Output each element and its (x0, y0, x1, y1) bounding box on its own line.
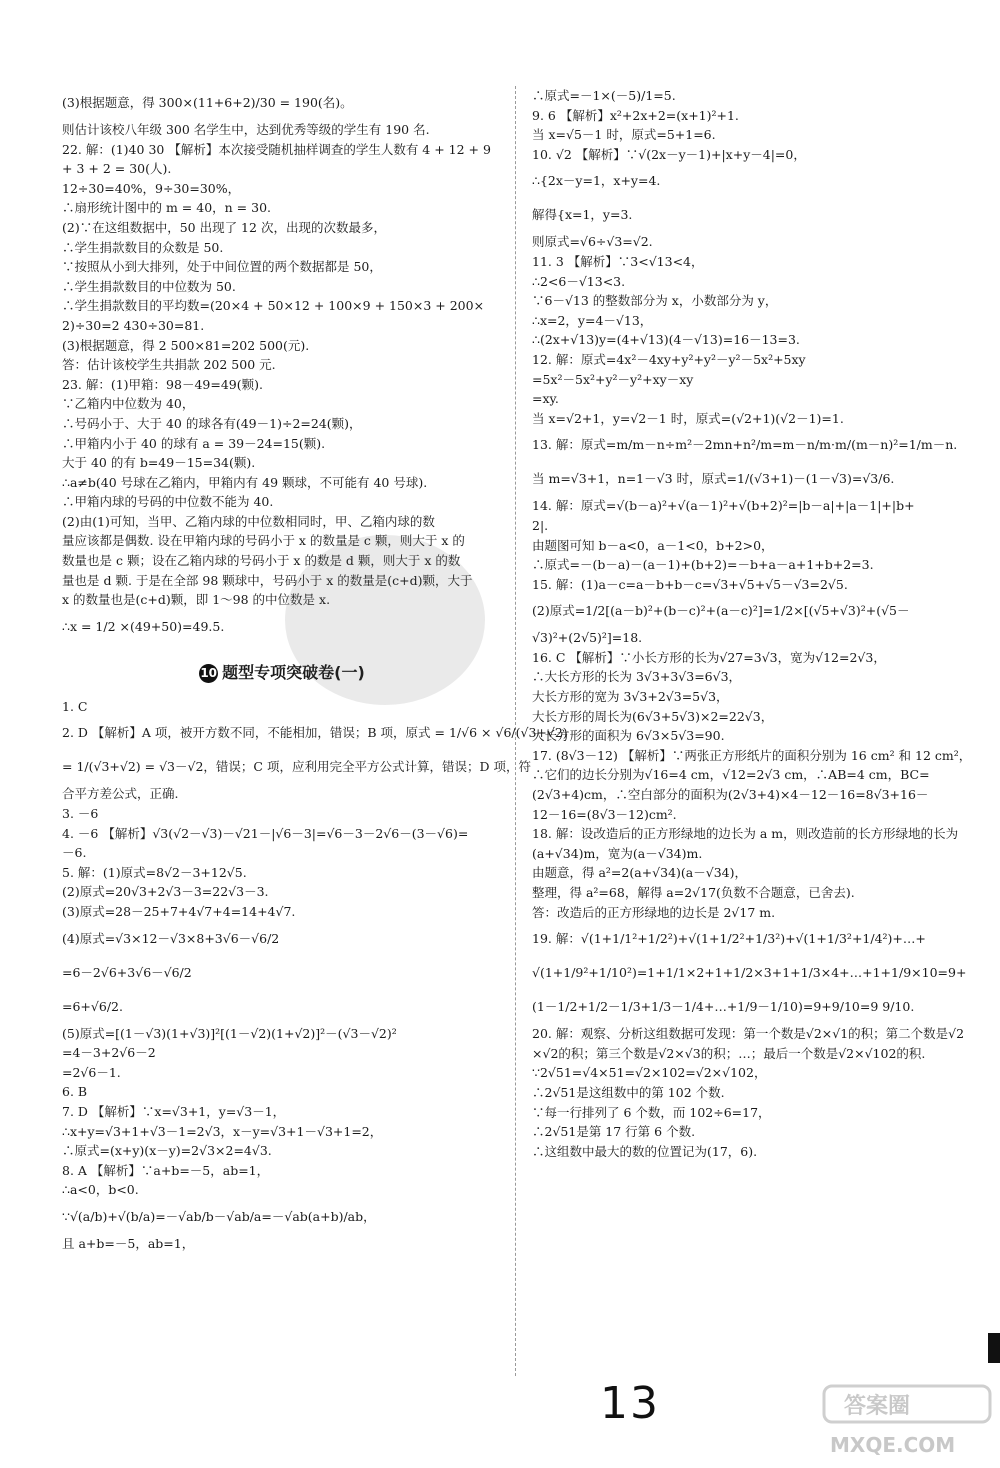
text-line: ∴原式=(x+y)(x－y)=2√3×2=4√3. (62, 1143, 272, 1159)
text-line: =6－2√6+3√6－√6/2 (62, 964, 192, 980)
text-line: (3)根据题意，得 2 500×81=202 500(元). (62, 337, 310, 353)
text-line: (2)原式=20√3+2√3－3=22√3－3. (62, 884, 269, 900)
text-line: x 的数量也是(c+d)颗，即 1～98 的中位数是 x. (62, 592, 331, 608)
text-line: ∴扇形统计图中的 m = 40，n = 30. (62, 200, 272, 216)
text-line: ∵2√51=√4×51=√2×102=√2×√102， (532, 1065, 767, 1081)
text-line: 8. A 【解析】∵a+b=－5，ab=1， (62, 1162, 270, 1178)
text-line: 且 a+b=－5，ab=1， (62, 1235, 195, 1251)
text-line: 由题图可知 b－a<0，a－1<0，b+2>0， (532, 537, 774, 553)
text-line: (2)原式=1/2[(a－b)²+(b－c)²+(a－c)²]=1/2×[(√5+√3)²+(√5－ (532, 603, 910, 619)
text-line: 12. 解：原式=4x²－4xy+y²+y²－y²－5x²+5xy (532, 351, 806, 367)
text-line: 10. √2 【解析】∵√(2x－y－1)+|x+y－4|=0， (532, 146, 806, 162)
text-line: ∴a<0，b<0. (62, 1182, 139, 1198)
text-line: =2√6－1. (62, 1064, 121, 1080)
page-edge-tab (988, 1333, 1000, 1363)
text-line: 23. 解：(1)甲箱：98－49=49(颗). (62, 376, 263, 392)
text-line: 12－16=(8√3－12)cm². (532, 806, 677, 822)
text-line: 7. D 【解析】∵x=√3+1，y=√3－1， (62, 1103, 286, 1119)
text-line: 则估计该校八年级 300 名学生中，达到优秀等级的学生有 190 名. (62, 122, 430, 137)
text-line: ∴2√51是第 17 行第 6 个数. (532, 1124, 696, 1140)
text-line: 1. C (62, 698, 88, 714)
text-line: √3)²+(2√5)²]=18. (532, 630, 643, 646)
text-line: 由题意，得 a²=2(a+√34)(a－√34)， (532, 865, 747, 881)
handwritten-page-number: 13 (600, 1378, 660, 1429)
text-line: (1－1/2+1/2－1/3+1/3－1/4+…+1/9－1/10)=9+9/10=9 9/10. (532, 999, 915, 1015)
text-line: ∴(2x+√13)y=(4+√13)(4－√13)=16－13=3. (532, 332, 800, 348)
text-line: 当 x=√2+1，y=√2－1 时，原式=(√2+1)(√2－1)=1. (532, 410, 844, 426)
text-line: 答：改造后的正方形绿地的边长是 2√17 m. (532, 904, 776, 920)
text-line: =xy. (532, 391, 559, 407)
text-line: ∴x = 1/2 ×(49+50)=49.5. (62, 618, 225, 634)
text-line: 数量也是 c 颗；设在乙箱内球的号码小于 x 的数是 d 颗，则大于 x 的数 (62, 553, 461, 569)
text-line: 2. D 【解析】A 项，被开方数不同，不能相加，错误；B 项，原式 = 1/√6 × √6/(√3+√2) (62, 725, 568, 741)
text-line: 合平方差公式，正确. (62, 786, 179, 802)
text-line: 11. 3 【解析】∵3<√13<4， (532, 253, 704, 269)
text-line: 17. (8√3－12) 【解析】∵两张正方形纸片的面积分别为 16 cm² 和 12 cm²， (532, 747, 972, 763)
text-line: =5x²－5x²+y²－y²+xy－xy (532, 371, 694, 387)
text-line: 19. 解：√(1+1/1²+1/2²)+√(1+1/2²+1/3²)+√(1+1/3²+1/4²)+…+ (532, 931, 926, 947)
text-line: 12÷30=40%，9÷30=30%， (62, 180, 241, 196)
text-line: ∴原式=－1×(－5)/1=5. (532, 88, 676, 103)
text-line: ∴这组数中最大的数的位置记为(17，6). (532, 1143, 758, 1159)
text-line: 整理，得 a²=68，解得 a=2√17(负数不合题意，已舍去). (532, 885, 855, 900)
text-line: 15. 解：(1)a－c=a－b+b－c=√3+√5+√5－√3=2√5. (532, 576, 848, 592)
text-line: √(1+1/9²+1/10²)=1+1/1×2+1+1/2×3+1+1/3×4+…+1+1/9×10=9+ (532, 965, 967, 981)
text-line: 14. 解：原式=√(b－a)²+√(a－1)²+√(b+2)²=|b－a|+|a－1|+|b+ (532, 498, 915, 514)
text-line: ∴a≠b(40 号球在乙箱内，甲箱内有 49 颗球，不可能有 40 号球). (62, 474, 428, 490)
text-line: ∵6－√13 的整数部分为 x，小数部分为 y， (532, 293, 778, 309)
text-line: 2|. (532, 517, 549, 533)
text-line: =4－3+2√6－2 (62, 1045, 156, 1061)
text-line: (3)原式=28－25+7+4√7+4=14+4√7. (62, 904, 296, 919)
text-line: 则原式=√6÷√3=√2. (532, 234, 653, 250)
text-line: (3)根据题意，得 300×(11+6+2)/30 = 190(名)。 (62, 95, 353, 110)
text-line: ∴学生捐款数目的平均数=(20×4 + 50×12 + 100×9 + 150×3 + 200× (62, 298, 485, 314)
text-line: (2√3+4)cm，∴空白部分的面积为(2√3+4)×4－12－16=8√3+16－ (532, 787, 929, 803)
text-line: ∴2√51是这组数中的第 102 个数. (532, 1084, 725, 1100)
text-line: 大于 40 的有 b=49－15=34(颗). (62, 455, 256, 471)
text-line: 18. 解：设改造后的正方形绿地的边长为 a m，则改造前的长方形绿地的长为 (532, 826, 959, 842)
text-line: ∴大长方形的长为 3√3+3√3=6√3， (532, 669, 742, 685)
text-line: (a+√34)m，宽为(a－√34)m. (532, 845, 703, 861)
text-line: 量也是 d 颗. 于是在全部 98 颗球中，号码小于 x 的数量是(c+d)颗，大于 (62, 572, 473, 588)
text-line: ×√2的积；第三个数是√2×√3的积；…；最后一个数是√2×√102的积. (532, 1045, 926, 1061)
text-line: (5)原式=[(1－√3)(1+√3)]²[(1－√2)(1+√2)]²－(√3－√2)² (62, 1025, 397, 1041)
left-section-answers (62, 697, 568, 1254)
text-line: ∵按照从小到大排列，处于中间位置的两个数据都是 50， (62, 259, 382, 275)
text-line: 大长方形的宽为 3√3+2√3=5√3， (532, 689, 729, 705)
text-line: ∴x+y=√3+1+√3－1=2√3，x－y=√3+1－√3+1=2， (62, 1123, 383, 1139)
text-line: 量应该都是偶数. 设在甲箱内球的号码小于 x 的数量是 c 颗，则大于 x 的 (62, 533, 465, 549)
text-line: 4. －6 【解析】√3(√2－√3)－√21－|√6－3|=√6－3－2√6－(3－√6)= (62, 825, 469, 841)
right-answers-block (532, 86, 972, 1161)
text-line: 22. 解：(1)40 30 【解析】本次接受随机抽样调查的学生人数有 4 + 12 + 9 (62, 141, 491, 157)
text-line: 16. C 【解析】∵小长方形的长为√27=3√3，宽为√12=2√3， (532, 649, 886, 665)
text-line: ∴号码小于、大于 40 的球各有(49－1)÷2=24(颗)， (62, 415, 362, 431)
text-line: 答：估计该校学生共捐款 202 500 元. (62, 357, 276, 373)
text-line: ∴原式=－(b－a)－(a－1)+(b+2)=－b+a－a+1+b+2=3. (532, 557, 874, 573)
text-line: (2)由(1)可知，当甲、乙箱内球的中位数相同时，甲、乙箱内球的数 (62, 513, 435, 529)
watermark-site-text: MXQE.COM (830, 1433, 956, 1457)
text-line: 20. 解：观察、分析这组数据可发现：第一个数是√2×√1的积；第二个数是√2 (532, 1026, 965, 1042)
text-line: 2)÷30=2 430÷30=81. (62, 317, 205, 333)
text-line: 3. －6 (62, 806, 99, 822)
text-line: 9. 6 【解析】x²+2x+2=(x+1)²+1. (532, 107, 739, 123)
text-line: 大长方形的周长为(6√3+5√3)×2=22√3， (532, 708, 774, 724)
section-title: 题型专项突破卷(一) (222, 662, 365, 682)
text-line: (2)∵在这组数据中，50 出现了 12 次，出现的次数最多， (62, 219, 386, 235)
section-number-badge: 10 (199, 664, 218, 683)
text-line: 13. 解：原式=m/m－n÷m²－2mn+n²/m=m－n/m·m/(m－n)²=1/m－n. (532, 437, 958, 453)
text-line: ∴学生捐款数目的众数是 50. (62, 239, 224, 255)
watermark-logo (820, 1380, 995, 1462)
text-line: ∵乙箱内中位数为 40， (62, 396, 195, 412)
text-line: 当 x=√5－1 时，原式=5+1=6. (532, 127, 716, 143)
text-line: ∴x=2，y=4－√13， (532, 312, 653, 328)
text-line: + 3 + 2 = 30(人). (62, 161, 172, 177)
right-column (532, 86, 972, 1161)
text-line: ∵每一行排列了 6 个数，而 102÷6=17， (532, 1104, 771, 1120)
text-line: 解得{x=1，y=3. (532, 207, 633, 223)
text-line: =6+√6/2. (62, 998, 123, 1014)
text-line: ∴甲箱内球的号码的中位数不能为 40. (62, 494, 274, 510)
text-line: 6. B (62, 1084, 88, 1100)
text-line: －6. (62, 845, 87, 861)
text-line: 当 m=√3+1，n=1－√3 时，原式=1/(√3+1)－(1－√3)=√3/6. (532, 471, 895, 487)
text-line: 大长方形的面积为 6√3×5√3=90. (532, 728, 725, 744)
watermark-top-text: 答案圈 (844, 1394, 911, 1419)
text-line: ∴{2x－y=1，x+y=4. (532, 173, 661, 189)
text-line: (4)原式=√3×12－√3×8+3√6－√6/2 (62, 930, 280, 946)
text-line: ∴甲箱内小于 40 的球有 a = 39－24=15(颗). (62, 435, 326, 451)
text-line: ∴2<6－√13<3. (532, 273, 626, 289)
scan-stamp-shadow (270, 520, 500, 720)
text-line: 5. 解：(1)原式=8√2－3+12√5. (62, 864, 247, 880)
text-line: ∴学生捐款数目的中位数为 50. (62, 278, 236, 294)
text-line: ∵√(a/b)+√(b/a)=－√ab/b－√ab/a=－√ab(a+b)/ab， (62, 1208, 376, 1224)
text-line: = 1/(√3+√2) = √3－√2，错误；C 项，应利用完全平方公式计算，错误；D 项，符 (62, 759, 531, 775)
text-line: ∴它们的边长分别为√16=4 cm，√12=2√3 cm，∴AB=4 cm，BC= (532, 767, 930, 783)
